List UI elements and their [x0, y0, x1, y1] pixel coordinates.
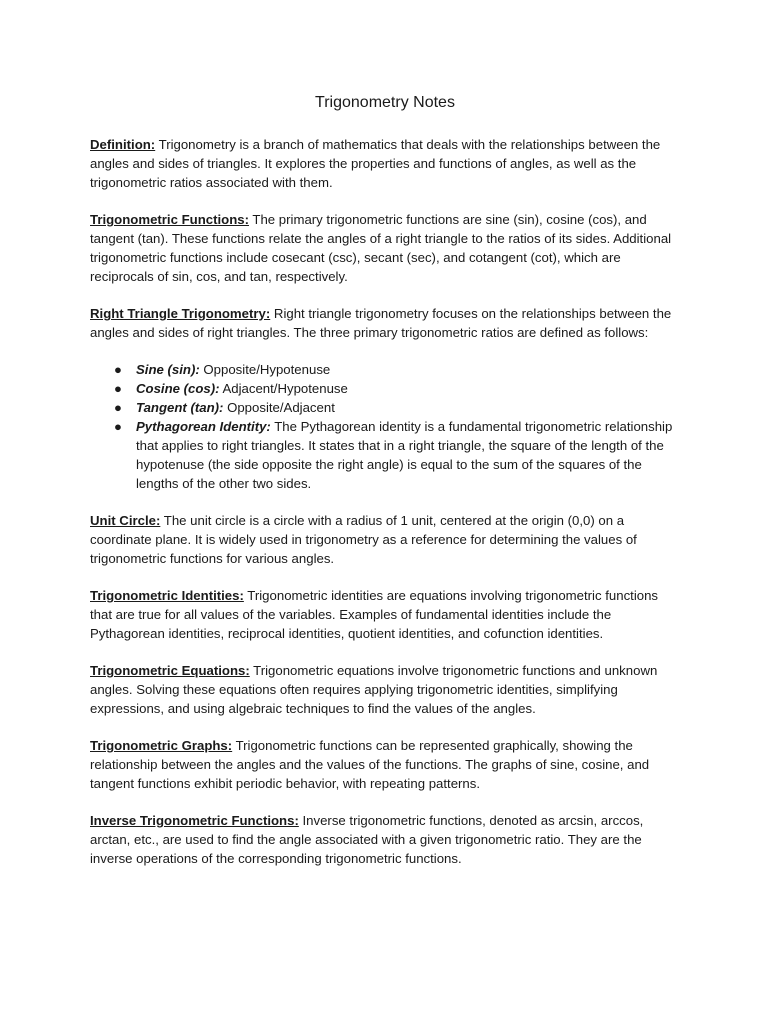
section-text: The unit circle is a circle with a radius of 1 unit, centered at the origin (0,0) on a coordinate plane. It is widely used in trigonometry as a reference for determining the values of trigonometric functions for various angles. [90, 513, 637, 566]
bullet-icon: ● [114, 362, 122, 377]
section-trigonometric-graphs [90, 736, 680, 793]
bullet-icon: ● [114, 381, 122, 396]
section-text: Trigonometric equations involve trigonometric functions and unknown angles. Solving these equations often requires applying trigonometric identities, simplifying expressions, and using algebraic techniques to find the values of the angles. [90, 663, 658, 716]
section-heading: Unit Circle: [90, 513, 161, 528]
section-text: Right triangle trigonometry focuses on the relationships between the angles and sides of right triangles. The three primary trigonometric ratios are defined as follows: [90, 306, 672, 340]
list-item [90, 398, 680, 417]
section-heading: Trigonometric Identities: [90, 588, 244, 603]
section-definition [90, 135, 680, 192]
section-text: Trigonometric identities are equations involving trigonometric functions that are true for all values of the variables. Examples of fundamental identities include the Pythagorean identities, reciprocal identities, quotient identities, and cofunction identities. [90, 588, 659, 641]
list-item-term: Sine (sin): [136, 362, 200, 377]
bullet-icon: ● [114, 419, 122, 434]
section-unit-circle [90, 511, 680, 568]
section-trigonometric-functions [90, 210, 680, 286]
list-item [90, 379, 680, 398]
ratio-list [90, 360, 680, 493]
list-item [90, 360, 680, 379]
list-item-text: The Pythagorean identity is a fundamental trigonometric relationship that applies to right triangles. It states that in a right triangle, the square of the length of the hypotenuse (the side opposite the right angle) is equal to the sum of the squares of the lengths of the other two sides. [136, 419, 673, 491]
list-item-term: Tangent (tan): [136, 400, 224, 415]
list-item-text: Opposite/Hypotenuse [199, 362, 331, 377]
section-trigonometric-identities [90, 586, 680, 643]
section-heading: Trigonometric Graphs: [90, 738, 233, 753]
page-title: Trigonometry Notes [315, 94, 455, 111]
section-text: Trigonometry is a branch of mathematics that deals with the relationships between the angles and sides of triangles. It explores the properties and functions of angles, as well as the trigonometric ratios associated with them. [90, 137, 661, 190]
section-text: The primary trigonometric functions are sine (sin), cosine (cos), and tangent (tan). These functions relate the angles of a right triangle to the ratios of its sides. Additional trigonometric functions include cosecant (csc), secant (sec), and cotangent (cot), which are reciprocals of sin, cos, and tan, respectively. [90, 212, 672, 284]
section-heading: Trigonometric Equations: [90, 663, 250, 678]
section-text: Inverse trigonometric functions, denoted as arcsin, arccos, arctan, etc., are used to find the angle associated with a given trigonometric ratio. They are the inverse operations of the corresponding trigonometric functions. [90, 813, 644, 866]
section-heading: Inverse Trigonometric Functions: [90, 813, 299, 828]
list-item [90, 417, 680, 493]
section-trigonometric-equations [90, 661, 680, 718]
section-heading: Right Triangle Trigonometry: [90, 306, 271, 321]
section-inverse-trigonometric-functions [90, 811, 680, 868]
section-text: Trigonometric functions can be represented graphically, showing the relationship between the angles and the values of the functions. The graphs of sine, cosine, and tangent functions exhibit periodic behavior, with repeating patterns. [90, 738, 650, 791]
list-item-text: Adjacent/Hypotenuse [219, 381, 348, 396]
bullet-icon: ● [114, 400, 122, 415]
list-item-term: Cosine (cos): [136, 381, 220, 396]
section-right-triangle-trigonometry [90, 304, 680, 342]
document-page [90, 92, 680, 886]
list-item-text: Opposite/Adjacent [223, 400, 335, 415]
list-item-term: Pythagorean Identity: [136, 419, 271, 434]
section-heading: Definition: [90, 137, 156, 152]
section-heading: Trigonometric Functions: [90, 212, 249, 227]
